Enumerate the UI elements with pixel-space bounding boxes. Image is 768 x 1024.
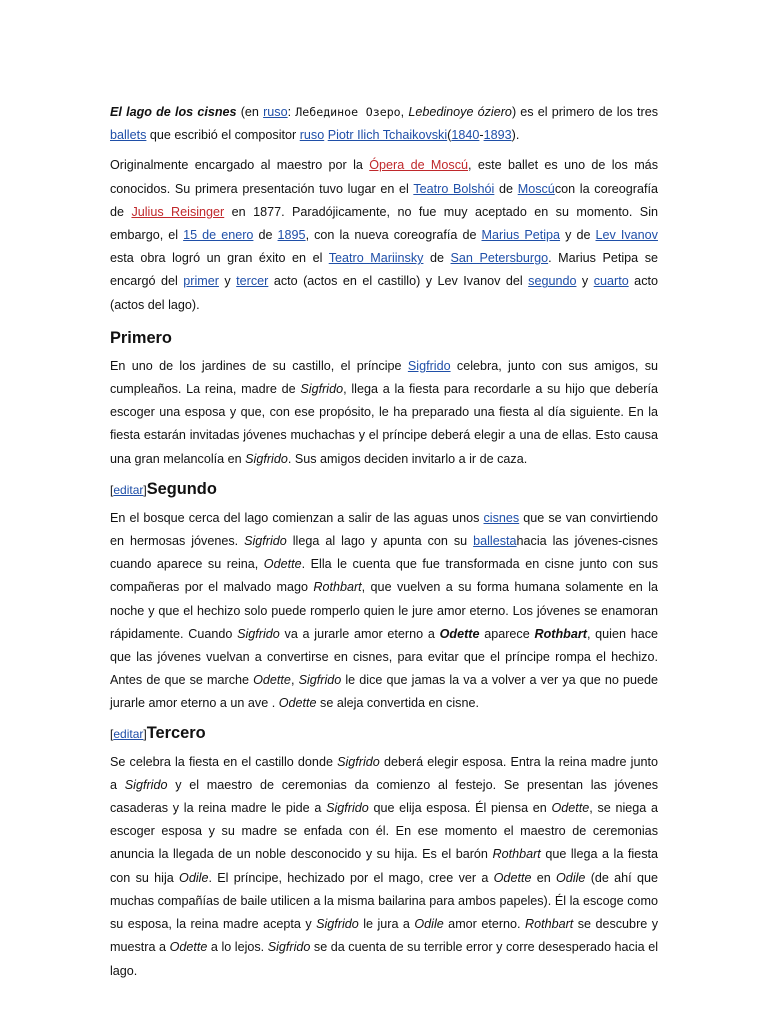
transliteration: Lebedinoye óziero	[408, 105, 512, 119]
link-cisnes[interactable]: cisnes	[483, 510, 520, 525]
link-julius-reisinger[interactable]: Julius Reisinger	[131, 204, 225, 219]
link-tercer[interactable]: tercer	[236, 274, 269, 289]
segundo-paragraph: En el bosque cerca del lago comienzan a salir de las aguas unos cisnes que se van convirtiendo en hermosas jóvenes. Sigfrido llega al lago y apunta con su ballestahacia las jóvenes-cisnes cuando aparece su reina, Odette. Ella le cuenta que fue transformada en cisne junto con sus compañeras por el malvado mago Rothbart, que vuelven a su forma humana solamente en la noche y que el hechizo solo puede romperlo quien le jure amor eterno. Los jóvenes se enamoran rápidamente. Cuando Sigfrido va a jurarle amor eterno a Odette aparece Rothbart, quien hace que las jóvenes vuelvan a convertirse en cisnes, para evitar que el príncipe rompa el hechizo. Antes de que se marche Odette, Sigfrido le dice que jamas la va a volver a ver ya que no puede jurarle amor eterno a un ave . Odette se aleja convertida en cisne.	[110, 510, 659, 711]
link-opera-de-moscu[interactable]: Ópera de Moscú	[369, 158, 469, 173]
link-teatro-mariinsky[interactable]: Teatro Mariinsky	[328, 251, 424, 266]
link-teatro-bolshoi[interactable]: Teatro Bolshói	[413, 181, 495, 196]
heading-segundo-section	[110, 477, 658, 502]
link-1840[interactable]: 1840	[451, 128, 480, 143]
primero-paragraph: En uno de los jardines de su castillo, el príncipe Sigfrido celebra, junto con sus amigos, su cumpleaños. La reina, madre de Sigfrido, llega a la fiesta para recordarle a su hijo que debería escoger una esposa y que, con ese propósito, le ha preparado una fiesta al día siguiente. En la fiesta estarán invitadas jóvenes muchachas y el príncipe deberá elegir a una de ellas. Esto causa una gran melancolía en Sigfrido. Sus amigos deciden invitarlo a ir de caza.	[110, 358, 658, 466]
intro-paragraph: El lago de los cisnes (en ruso: Лебединое Озеро, Lebedinoye óziero) es el primero de los tres ballets que escribió el compositor ruso Piotr Ilich Tchaikovski(1840-1893).	[110, 105, 659, 143]
link-cuarto[interactable]: cuarto	[593, 274, 629, 289]
heading-primero: Primero	[110, 328, 172, 347]
tercero-paragraph: Se celebra la fiesta en el castillo donde Sigfrido deberá elegir esposa. Entra la reina madre junto a Sigfrido y el maestro de ceremonias da comienzo al festejo. Se presentan las jóvenes casaderas y la reina madre le pide a Sigfrido que elija esposa. Él piensa en Odette, se niega a escoger esposa y su madre se enfada con él. En ese momento el maestro de ceremonias anuncia la llegada de un noble desconocido y su hija. Es el barón Rothbart que llega a la fiesta con su hija Odile. El príncipe, hechizado por el mago, cree ver a Odette en Odile (de ahí que muchas compañías de baile utilicen a la misma bailarina para ambos papeles). Él la escoge como su esposa, la reina madre acepta y Sigfrido le jura a Odile amor eterno. Rothbart se descubre y muestra a Odette a lo lejos. Sigfrido se da cuenta de su terrible error y corre desesperado hacia el lago.	[110, 754, 658, 978]
link-lev-ivanov[interactable]: Lev Ivanov	[595, 228, 658, 243]
heading-segundo: Segundo	[146, 479, 217, 498]
link-ballesta[interactable]: ballesta	[473, 534, 517, 549]
history-paragraph: Originalmente encargado al maestro por la Ópera de Moscú, este ballet es uno de los más conocidos. Su primera presentación tuvo lugar en el Teatro Bolshói de Moscúcon la coreografía de Julius Reisinger en 1877. Paradójicamente, no fue muy aceptado en su momento. Sin embargo, el 15 de enero de 1895, con la nueva coreografía de Marius Petipa y de Lev Ivanov esta obra logró un gran éxito en el Teatro Mariinsky de San Petersburgo. Marius Petipa se encargó del primer y tercer acto (actos en el castillo) y Lev Ivanov del segundo y cuarto acto (actos del lago).	[110, 158, 659, 312]
link-15-de-enero[interactable]: 15 de enero	[183, 228, 254, 243]
link-segundo[interactable]: segundo	[528, 274, 577, 289]
link-sigfrido[interactable]: Sigfrido	[407, 358, 451, 373]
link-ballets[interactable]: ballets	[110, 128, 147, 143]
heading-tercero-section	[110, 721, 658, 746]
link-ruso[interactable]: ruso	[263, 105, 288, 119]
link-san-petersburgo[interactable]: San Petersburgo	[450, 251, 549, 266]
link-tchaikovski[interactable]: Piotr Ilich Tchaikovski	[327, 128, 448, 143]
cyrillic-title: Лебединое Озеро	[295, 105, 401, 119]
heading-tercero: Tercero	[146, 723, 206, 742]
edit-tercero: [editar]	[110, 726, 147, 741]
edit-segundo: [editar]	[110, 482, 147, 497]
link-ruso-2[interactable]: ruso	[299, 128, 325, 143]
link-1893[interactable]: 1893	[483, 128, 512, 143]
edit-link-tercero[interactable]: editar	[113, 726, 144, 741]
link-1895[interactable]: 1895	[277, 228, 306, 243]
link-marius-petipa[interactable]: Marius Petipa	[481, 228, 561, 243]
link-moscu[interactable]: Moscú	[517, 181, 555, 196]
ballet-title: El lago de los cisnes	[110, 105, 237, 119]
link-primer[interactable]: primer	[183, 274, 219, 289]
edit-link-segundo[interactable]: editar	[113, 482, 144, 497]
